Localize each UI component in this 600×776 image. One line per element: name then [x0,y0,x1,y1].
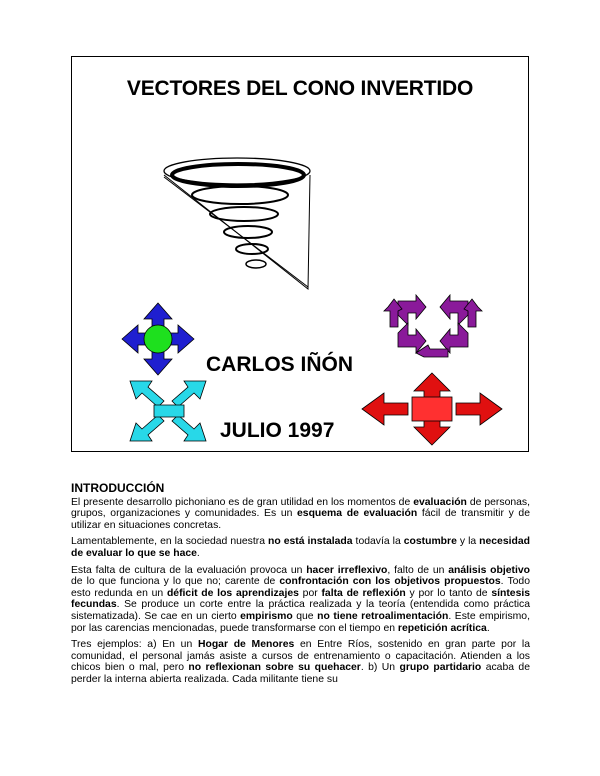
blue-outward-arrows-icon [122,303,194,375]
bold-run: no está instalada [268,536,353,548]
text-run: . Todo esto redunda en un [71,576,530,599]
text-run: . b) Un [360,662,400,674]
cover-title: VECTORES DEL CONO INVERTIDO [126,77,474,100]
paragraph [71,565,530,635]
red-outward-arrows-icon [362,373,502,445]
text-run: Tres ejemplos: a) En un [71,639,198,651]
inverted-cone-spiral-icon [164,158,310,289]
bold-run: síntesis fecundas [71,587,531,611]
article-paragraphs [71,497,530,686]
text-run: y por lo tanto de [405,587,492,599]
text-run: de personas, grupos, organizaciones y comunidades. Es un [71,496,531,520]
text-run: . Se produce un corte entre la práctica realizada y la teoría (entendida como práctica sistematizada). Se cae en un cierto [71,599,530,622]
bold-run: déficit de los aprendizajes [166,587,299,599]
bold-run: costumbre [403,536,457,548]
paragraph [71,536,530,559]
text-run: que [292,610,318,622]
text-run: fácil de transmitir y de utilizar en situaciones concretas. [71,508,530,531]
bold-run: no tiene retroalimentación [317,610,449,622]
bold-run: Hogar de Menores [197,639,295,651]
text-run: en Entre Ríos, sostenido en gran parte por la comunidad, el personal jamás asiste a cursos de entrenamiento o capacitación. Atienden a los chicos bien o mal, pero [71,639,531,674]
cover-frame [71,56,529,452]
article-body [71,483,530,691]
cyan-inward-arrows-icon [130,381,206,441]
bold-run: falta de reflexión [321,587,406,599]
text-run: . [196,547,200,559]
cover-date: JULIO 1997 [220,419,335,442]
bold-run: esquema de evaluación [297,508,418,520]
bold-run: no reflexionan sobre su quehacer [188,662,361,674]
bold-run: repetición acrítica [397,622,487,634]
text-run: de lo que funciona y lo que no; carente de [71,576,280,588]
text-run: por [298,587,322,599]
bold-run: hacer irreflexivo [306,564,388,576]
paragraph [71,639,530,685]
section-heading: INTRODUCCIÓN [71,481,165,495]
cover-author: CARLOS IÑÓN [206,353,353,376]
bold-run: empirismo [240,610,293,622]
text-run: . [486,622,490,634]
text-run: Esta falta de cultura de la evaluación provoca un [71,564,307,576]
text-run: y la [456,536,480,548]
text-run: Lamentablemente, en la sociedad nuestra [71,536,268,548]
text-run: acaba de perder la interna abierta realizada. Cada militante tiene su [71,662,530,685]
text-run: . Este empirismo, por las carencias mencionadas, puede transformarse con el tiempo en [71,610,530,634]
purple-circular-arrows-icon [384,295,482,357]
text-run: El presente desarrollo pichoniano es de gran utilidad en los momentos de [71,496,414,508]
bold-run: necesidad de evaluar lo que se hace [71,536,530,559]
paragraph [71,497,530,532]
text-run: , falto de un [387,564,449,576]
text-run: todavía la [352,536,404,548]
bold-run: evaluación [413,496,467,508]
bold-run: confrontación con los objetivos propuestos [279,576,501,588]
bold-run: grupo partidario [399,662,482,674]
cover-illustration [72,57,530,453]
bold-run: análisis objetivo [448,564,530,576]
